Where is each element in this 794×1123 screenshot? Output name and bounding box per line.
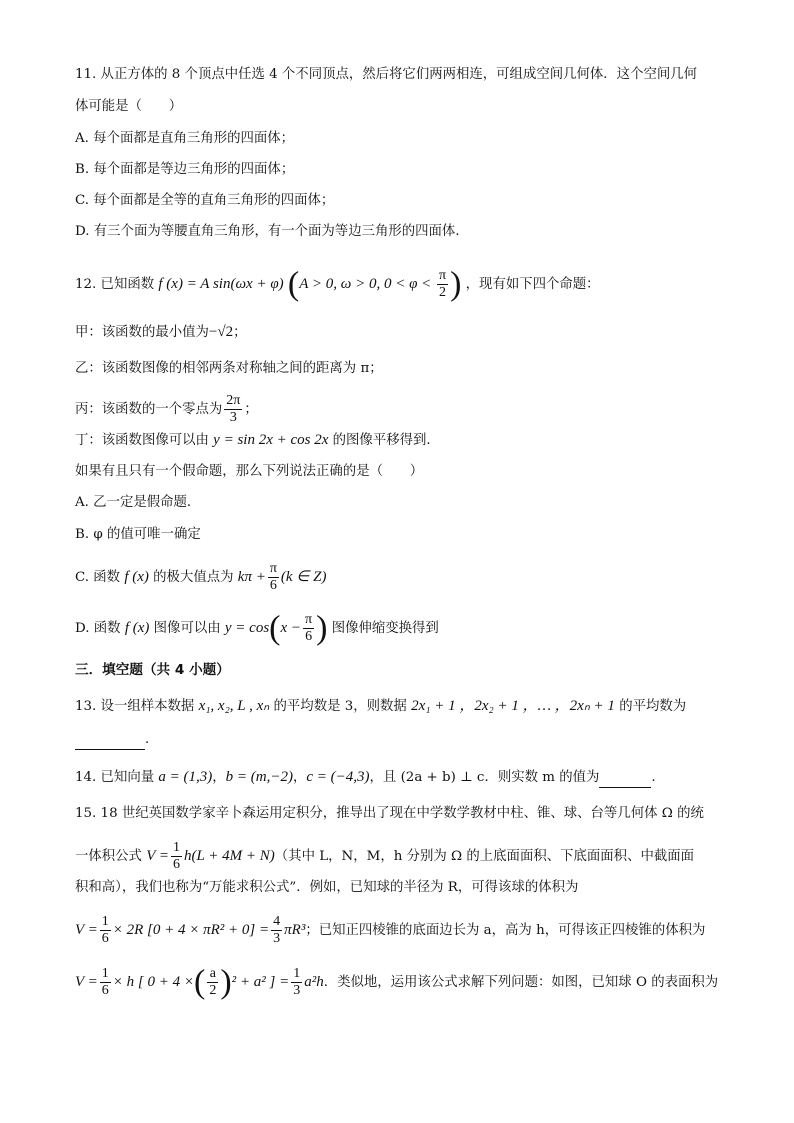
q15-line3: 积和高），我们也称为“万能求积公式”．例如，已知球的半径为 R，可得该球的体积为 — [75, 880, 579, 895]
q12-ask: 如果有且只有一个假命题，那么下列说法正确的是（ ） — [75, 464, 424, 479]
q15-l2-suf: （其中 L，N，M，h 分别为 Ω 的上底面面积、下底面面积、中截面面 — [274, 849, 695, 864]
q12-frac-num: π — [439, 268, 447, 283]
q15-l5-fraction2 — [207, 966, 218, 999]
q15-l2-v: V = — [146, 848, 169, 864]
q13-list: 2x₁ + 1 ，2x₂ + 1 ，… ，2xₙ + 1 — [411, 698, 615, 714]
q14-stem: 14. 已知向量 a = (1,3)，b = (m,−2)，c = (−4,3)，且 (2a + b) ⊥ c．则实数 m 的值为 . — [75, 767, 656, 788]
q12-bing-num: 2π — [226, 393, 241, 408]
q12-c-pre: C. 函数 — [75, 570, 121, 585]
q12-c-den: 6 — [268, 577, 279, 594]
q12-option-b: B. φ 的值可唯一确定 — [75, 527, 201, 542]
q15-line2 — [75, 840, 694, 873]
section-heading: 三．填空题（共 4 小题） — [75, 662, 230, 678]
q14-answer-blank[interactable] — [599, 773, 651, 788]
q14-suf: ．则实数 m 的值为 — [484, 770, 600, 785]
q12-bing-fraction — [224, 393, 242, 426]
q12-ding-text: 丁：该函数图像可以由 — [75, 433, 209, 448]
q15-l4-suf: ；已知正四棱锥的底面边长为 a，高为 h，可得该正四棱锥的体积为 — [305, 923, 706, 938]
q12-statement-bing: 丙：该函数的一个零点为 $\frac{2\pi}{3}$ ； — [75, 393, 258, 425]
q12-option-c — [75, 561, 326, 594]
q11-option-c: C. 每个面都是全等的直角三角形的四面体； — [75, 193, 335, 208]
q12-c-suf: (k ∈ Z) — [280, 569, 327, 585]
q12-prefix: 12. 已知函数 — [75, 277, 155, 292]
q15-l4-r: πR³ — [284, 922, 306, 938]
q13-answer-blank[interactable] — [75, 735, 145, 750]
q12-option-d: D. 函数 f (x) 图像可以由 y = cos(x − $\frac{\pi}{6}$ ) 图像伸缩变换得到 — [75, 609, 439, 647]
q12-bing-den: 3 — [224, 409, 242, 426]
q13-answer-line — [75, 730, 149, 750]
right-paren: ) — [450, 265, 462, 303]
q12-statement-ding — [75, 430, 440, 451]
q12-c-k: kπ + — [237, 569, 266, 585]
q12-condition: A > 0, ω > 0, 0 < φ < — [299, 276, 435, 292]
q12-bing-text: 丙：该函数的一个零点为 — [75, 402, 223, 417]
q15-l2-den: 6 — [172, 857, 180, 872]
q15-l2-num: 1 — [172, 840, 180, 855]
q11-stem-line1: 11. 从正方体的 8 个顶点中任选 4 个不同顶点，然后将它们两两相连，可组成空间几何体．这个空间几何 — [75, 67, 698, 82]
q15-l5-fraction — [100, 966, 111, 999]
q12-option-a: A. 乙一定是假命题． — [75, 495, 201, 510]
q15-l2-pre: 一体积公式 — [75, 849, 142, 864]
q12-statement-jia: 甲：该函数的最小值为−√2； — [75, 324, 247, 340]
q15-l4-mid: × 2R [0 + 4 × πR² + 0] = — [112, 922, 270, 938]
q15-l2-formula: h(L + 4M + N) — [183, 848, 275, 864]
q13-end: . — [145, 732, 150, 747]
q14-vector-c: c = (−4,3) — [306, 769, 370, 785]
q15-l4-den2: 3 — [273, 931, 281, 946]
q11-option-b: B. 每个面都是等边三角形的四面体； — [75, 162, 295, 177]
q12-d-pre: D. 函数 — [75, 621, 121, 636]
q12-jia-text: 甲：该函数的最小值为 — [75, 325, 209, 340]
q15-l4-v: V = — [75, 922, 98, 938]
q12-c-f: f (x) — [124, 569, 149, 585]
q12-frac-den: 2 — [437, 284, 448, 301]
q13-suf: 的平均数为 — [619, 699, 687, 714]
q12-function: f (x) = A sin(ωx + φ) — [158, 276, 284, 292]
q15-line1: 15. 18 世纪英国数学家辛卜森运用定积分，推导出了现在中学数学教材中柱、锥、球、台等几何体 Ω 的统 — [75, 806, 704, 821]
q15-line4 — [75, 914, 705, 947]
q12-d-num: π — [305, 612, 313, 627]
q15-l4-fraction — [100, 914, 111, 947]
q15-l4-num2: 4 — [273, 914, 281, 929]
q15-l4-fraction2 — [271, 914, 282, 947]
q13-pre: 13. 设一组样本数据 — [75, 699, 195, 714]
q12-c-num: π — [269, 561, 277, 576]
q14-vector-b: b = (m,−2) — [225, 769, 293, 785]
q12-jia-value: −√2 — [208, 324, 234, 340]
q14-end: . — [651, 770, 656, 785]
q12-d-x: x − — [280, 620, 302, 636]
q12-d-mid: 图像可以由 — [153, 621, 221, 636]
q15-l5-mid: × h [ 0 + 4 × — [112, 974, 194, 990]
q15-l5-r: a²h — [304, 974, 324, 990]
q14-cond: ，且 (2a + b) ⊥ c — [369, 770, 485, 785]
q15-l4-num: 1 — [101, 914, 109, 929]
q15-l5-tail: ² + a² ] = — [231, 974, 290, 990]
q12-stem — [75, 265, 600, 303]
q15-l5-den3: 3 — [293, 983, 301, 998]
q12-statement-yi: 乙：该函数图像的相邻两条对称轴之间的距离为 π； — [75, 361, 383, 376]
q12-c-mid: 的极大值点为 — [153, 570, 234, 585]
q15-l5-den: 6 — [101, 983, 109, 998]
q13-data: x₁, x₂, L , xₙ — [198, 698, 270, 714]
q15-l5-suf: ．类似地，运用该公式求解下列问题：如图，已知球 O 的表面积为 — [323, 975, 719, 990]
q15-line5: V = $\frac{1}{6}$ × h [ 0 + 4 ×( $\frac{a}{2}$ )² + a² ] = $\frac{1}{3}$ a²h．类似地，运用该公式求解下列问题：如图，已知球 O 的表面积为 — [75, 963, 719, 1001]
q12-d-den: 6 — [303, 628, 314, 645]
q14-vector-a: a = (1,3) — [158, 769, 213, 785]
q12-d-y: y = cos — [224, 620, 270, 636]
q15-l5-num2: a — [209, 966, 216, 981]
left-paren: ( — [287, 265, 300, 303]
q12-ding-suffix: 的图像平移得到． — [332, 433, 440, 448]
q15-l5-fraction3 — [291, 966, 302, 999]
q13-stem — [75, 696, 686, 717]
q12-d-suf: 图像伸缩变换得到 — [331, 621, 439, 636]
q15-l5-v: V = — [75, 974, 98, 990]
q12-d-fraction — [303, 612, 314, 645]
q11-stem-line2: 体可能是（ ） — [75, 99, 183, 114]
q15-l5-num: 1 — [101, 966, 109, 981]
q12-d-f: f (x) — [124, 620, 150, 636]
q11-option-d: D. 有三个面为等腰直角三角形，有一个面为等边三角形的四面体． — [75, 224, 469, 239]
q13-mid: 的平均数是 3，则数据 — [273, 699, 407, 714]
q15-l4-den: 6 — [101, 931, 109, 946]
q15-l5-den2: 2 — [209, 983, 217, 998]
q12-fraction — [437, 268, 448, 301]
q15-l2-fraction — [171, 840, 182, 873]
q12-ding-func: y = sin 2x + cos 2x — [213, 432, 329, 448]
q12-suffix: ，现有如下四个命题： — [465, 277, 600, 292]
q12-c-fraction — [268, 561, 279, 594]
q15-l5-num3: 1 — [293, 966, 301, 981]
q14-pre: 14. 已知向量 — [75, 770, 155, 785]
q11-option-a: A. 每个面都是直角三角形的四面体； — [75, 131, 295, 146]
